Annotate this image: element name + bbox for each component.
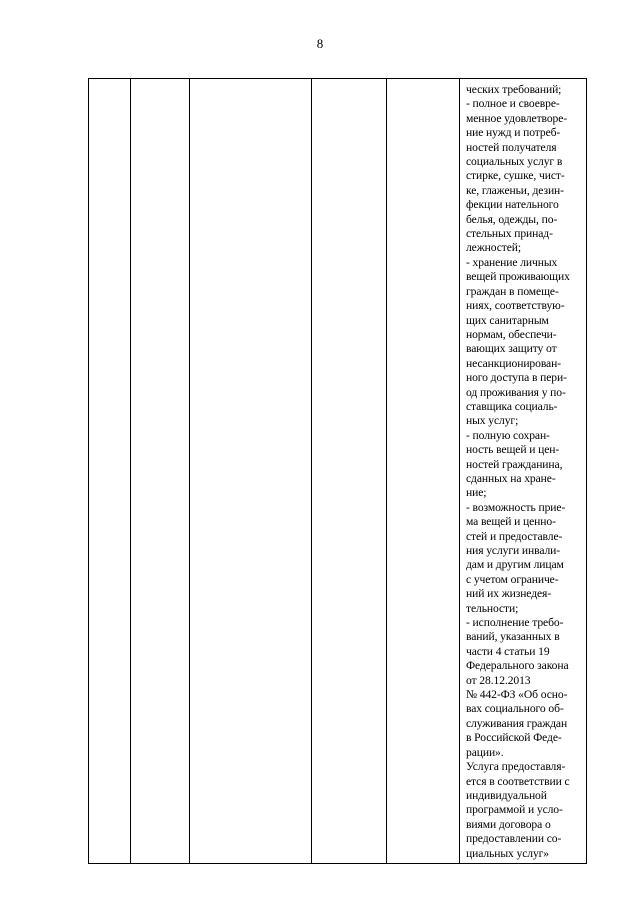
text-line: од проживания у по- — [466, 385, 566, 399]
table-cell-col-2 — [131, 79, 190, 864]
text-line: ваний, указанных в — [466, 630, 560, 644]
text-line: рации». — [466, 745, 504, 759]
text-line: части 4 статьи 19 — [466, 644, 550, 658]
page-number: 8 — [316, 36, 324, 51]
text-line: стирке, сушке, чист- — [466, 169, 565, 183]
text-line: Услуга предоставля- — [466, 760, 566, 774]
text-line: ческих требований; — [466, 83, 562, 96]
text-line: ние; — [466, 486, 487, 500]
text-line: ке, глаженьи, дезин- — [466, 183, 564, 197]
text-line: - возможность прие- — [466, 500, 566, 514]
text-line: белья, одежды, по- — [466, 212, 558, 226]
text-line: виями договора о — [466, 817, 551, 831]
document-table — [88, 78, 587, 864]
text-line: стей и предоставле- — [466, 529, 563, 543]
text-line: ние нужд и потреб- — [466, 126, 561, 140]
text-line: программой и усло- — [466, 803, 563, 817]
text-line: индивидуальной — [466, 788, 547, 802]
text-line: несанкционирован- — [466, 356, 561, 370]
text-line: вающих защиту от — [466, 342, 557, 356]
text-line: ния услуги инвали- — [466, 544, 561, 557]
text-line: вещей проживающих — [466, 270, 570, 284]
text-line: - полное и своевре- — [466, 97, 560, 111]
text-line: лежностей; — [466, 241, 522, 255]
text-line: нормам, обеспечи- — [466, 327, 557, 341]
text-line: ность вещей и цен- — [466, 443, 560, 457]
text-line: социальных услуг в — [466, 155, 563, 169]
table-cell-service-requirements — [460, 79, 587, 864]
text-line: стельных принад- — [466, 227, 553, 241]
text-line: - хранение личных — [466, 255, 558, 269]
text-line: вах социального об- — [466, 702, 564, 716]
text-line: Федерального закона — [466, 659, 569, 673]
text-line: тельности; — [466, 601, 519, 615]
text-line: ностей получателя — [466, 140, 557, 154]
text-line: ных услуг; — [466, 414, 519, 428]
text-line: ностей гражданина, — [466, 457, 563, 471]
text-line: щих санитарным — [466, 313, 549, 327]
text-line: сданных на хране- — [466, 471, 556, 485]
text-line: предоставлении со- — [466, 832, 562, 846]
text-line: - полную сохран- — [466, 428, 550, 442]
table-row — [89, 79, 587, 864]
text-line: ного доступа в пери- — [466, 371, 567, 385]
service-requirements-text — [466, 83, 583, 861]
text-line: фекции нательного — [466, 198, 559, 212]
text-line: циальных услуг» — [466, 846, 549, 860]
table-cell-col-5 — [387, 79, 460, 864]
table-cell-col-1 — [89, 79, 131, 864]
text-line: ставщика социаль- — [466, 399, 558, 413]
table-cell-col-4 — [312, 79, 387, 864]
text-line: менное удовлетворе- — [466, 111, 568, 125]
text-line: ется в соответствии с — [466, 774, 570, 788]
text-line: в Российской Феде- — [466, 731, 562, 745]
text-line: дам и другим лицам — [466, 558, 564, 572]
text-line: ниях, соответствую- — [466, 299, 565, 313]
text-line: с учетом ограниче- — [466, 572, 559, 586]
text-line: № 442-ФЗ «Об осно- — [466, 688, 568, 702]
text-line: служивания граждан — [466, 716, 568, 730]
text-line: от 28.12.2013 — [466, 673, 531, 687]
text-line: ма вещей и ценно- — [466, 515, 556, 529]
text-line: ний их жизнедея- — [466, 587, 552, 601]
text-line: граждан в помеще- — [466, 284, 559, 298]
table-cell-col-3 — [190, 79, 312, 864]
text-line: - исполнение требо- — [466, 616, 564, 630]
